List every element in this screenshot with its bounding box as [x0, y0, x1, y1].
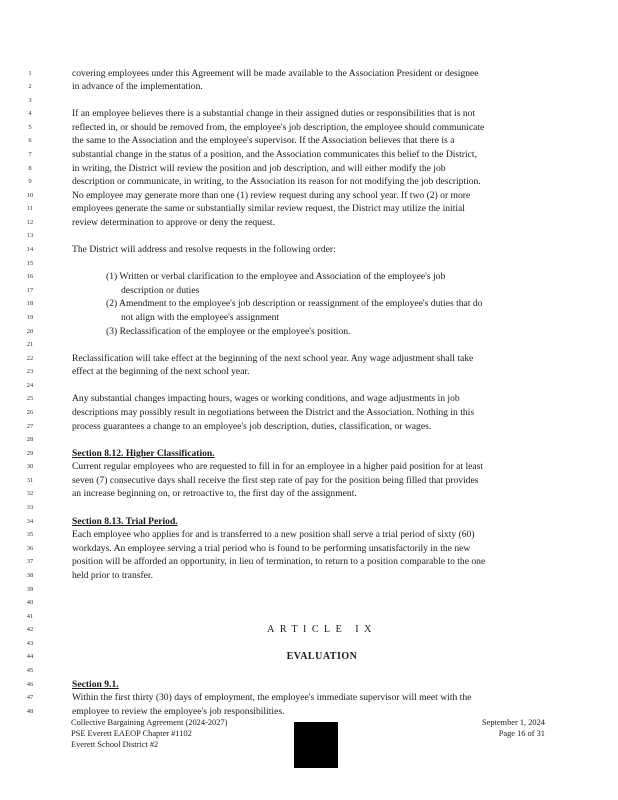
line-number: 38 [26, 571, 34, 579]
line-number: 9 [28, 178, 32, 186]
document-line [0, 379, 618, 393]
document-line [0, 474, 618, 488]
line-number: 22 [26, 354, 34, 362]
line-number: 24 [26, 381, 34, 389]
line-number: 7 [28, 150, 32, 158]
document-line [0, 596, 618, 610]
list-item: (3) Reclassification of the employee or the employee's position. [106, 325, 351, 337]
line-number: 37 [26, 558, 34, 566]
line-number: 16 [26, 273, 34, 281]
line-number: 44 [26, 653, 34, 661]
line-number: 42 [26, 626, 34, 634]
line-number: 6 [28, 137, 32, 145]
document-line [0, 487, 618, 501]
body-text: employees generate the same or substantially similar review request, the District may utilize the initial [72, 203, 465, 215]
line-number: 26 [26, 409, 34, 416]
body-text: The District will address and resolve requests in the following order: [72, 244, 336, 256]
body-text: effect at the beginning of the next school year. [72, 366, 250, 378]
document-line [0, 189, 618, 203]
document-line [0, 650, 618, 664]
document-line [0, 691, 618, 705]
line-number: 34 [26, 517, 34, 525]
document-line [0, 447, 618, 461]
document-line [0, 67, 618, 81]
body-text: If an employee believes there is a substantial change in their assigned duties or responsibilities that is not [72, 108, 476, 120]
document-line [0, 542, 618, 556]
list-item: (1) Written or verbal clarification to the employee and Association of the employee's job [106, 271, 446, 283]
list-item-continuation: not align with the employee's assignment [121, 311, 280, 323]
document-line [0, 365, 618, 379]
line-number: 23 [26, 368, 34, 376]
document-line [0, 175, 618, 189]
article-title: ARTICLE IX [267, 624, 377, 636]
footer-left [71, 717, 227, 750]
document-line [0, 216, 618, 230]
document-line [0, 392, 618, 406]
line-number: 25 [26, 395, 34, 403]
line-number: 17 [26, 286, 34, 294]
list-item-continuation: description or duties [121, 284, 200, 296]
line-number: 33 [26, 504, 34, 512]
document-line [0, 94, 618, 108]
list-item: (2) Amendment to the employee's job description or reassignment of the employee's duties that do [106, 298, 483, 310]
document-line [0, 270, 618, 284]
document-line [0, 107, 618, 121]
body-text: Current regular employees who are requested to fill in for an employee in a higher paid position for at least [72, 461, 484, 473]
line-number: 8 [28, 164, 32, 172]
footer-agreement-title: Collective Bargaining Agreement (2024-2027) [71, 718, 228, 727]
body-text: description or communicate, in writing, to the Association its reason for not modifying the job description. [72, 176, 481, 188]
document-line [0, 610, 618, 624]
document-line [0, 325, 618, 339]
line-number: 35 [26, 531, 34, 539]
document-line [0, 352, 618, 366]
body-text: substantial change in the status of a position, and the Association communicates this belief to the District, [72, 148, 477, 160]
line-number: 46 [26, 680, 34, 688]
line-number: 11 [26, 205, 34, 213]
document-line [0, 229, 618, 243]
line-number: 21 [26, 341, 34, 349]
line-number: 19 [26, 313, 34, 321]
body-text: the same to the Association and the employee's supervisor. If the Association believes that there is a [72, 135, 455, 147]
body-text: seven (7) consecutive days shall receive the first step rate of pay for the position being filled that provides [72, 474, 479, 486]
body-text: Reclassification will take effect at the beginning of the next school year. Any wage adjustment shall take [72, 352, 474, 364]
footer-district: Everett School District #2 [71, 740, 159, 749]
document-line [0, 406, 618, 420]
article-subtitle: EVALUATION [286, 651, 358, 663]
document-line [0, 297, 618, 311]
body-text: position will be afforded an opportunity, in lieu of termination, to return to a position comparable to the one [72, 556, 486, 568]
line-number: 29 [26, 449, 34, 457]
document-line [0, 623, 618, 637]
document-line [0, 433, 618, 447]
document-line [0, 515, 618, 529]
line-number: 32 [26, 490, 34, 498]
redaction-block [294, 722, 338, 768]
section-heading: Section 8.13. Trial Period. [72, 515, 178, 527]
body-text: employee to review the employee's job responsibilities. [72, 705, 285, 717]
document-line [0, 202, 618, 216]
document-line [0, 243, 618, 257]
document-line [0, 664, 618, 678]
document-line [0, 501, 618, 515]
document-line [0, 528, 618, 542]
body-text: No employee may generate more than one (1) review request during any school year. If two (2) or more [72, 189, 471, 201]
section-heading: Section 9.1. [72, 678, 119, 690]
line-number: 13 [26, 232, 34, 240]
document-line [0, 134, 618, 148]
document-line [0, 637, 618, 651]
line-number: 14 [26, 246, 34, 254]
body-text: an increase beginning on, or retroactive to, the first day of the assignment. [72, 488, 357, 500]
section-heading: Section 8.12. Higher Classification. [72, 447, 215, 459]
document-line [0, 257, 618, 271]
line-number: 30 [26, 463, 34, 471]
line-number: 31 [26, 476, 34, 484]
line-number: 28 [26, 436, 34, 444]
line-number: 12 [26, 218, 34, 226]
line-number: 36 [26, 544, 34, 552]
line-number: 4 [28, 110, 32, 118]
document-line [0, 460, 618, 474]
line-number: 45 [26, 667, 34, 675]
body-text: in writing, the District will review the position and job description, and will either modify the job [72, 162, 446, 174]
line-number: 47 [26, 694, 34, 702]
body-text: process guarantees a change to an employee's job description, duties, classification, or wages. [72, 420, 432, 432]
document-line [0, 678, 618, 692]
line-number: 43 [26, 639, 34, 647]
line-number: 3 [28, 96, 32, 104]
line-number: 40 [26, 599, 34, 607]
document-line [0, 420, 618, 434]
body-text: held prior to transfer. [72, 569, 153, 581]
line-number: 41 [26, 612, 34, 620]
body-text: descriptions may possibly result in negotiations between the District and the Association. Nothing in this [72, 407, 475, 418]
line-number: 10 [26, 191, 34, 199]
body-text: workdays. An employee serving a trial period who is found to be performing unsatisfactorily in the new [72, 542, 471, 554]
document-line [0, 569, 618, 583]
line-number: 5 [28, 123, 32, 131]
footer-page-number: Page 16 of 31 [498, 729, 545, 738]
document-line [0, 583, 618, 597]
document-line [0, 311, 618, 325]
line-number: 15 [26, 259, 34, 267]
line-number: 18 [26, 300, 34, 308]
body-text: Within the first thirty (30) days of employment, the employee's immediate supervisor will meet with the [72, 692, 472, 704]
line-number: 27 [26, 422, 34, 430]
line-number: 1 [28, 69, 32, 77]
footer-chapter: PSE Everett EAEOP Chapter #1102 [71, 729, 192, 738]
body-text: Each employee who applies for and is transferred to a new position shall serve a trial period of sixty (60) [72, 529, 475, 541]
line-number: 39 [26, 585, 34, 593]
document-line [0, 162, 618, 176]
document-line [0, 338, 618, 352]
body-text: covering employees under this Agreement will be made available to the Association President or designee [72, 67, 479, 79]
document-line [0, 121, 618, 135]
body-text: review determination to approve or deny the request. [72, 216, 275, 228]
footer-right [482, 717, 545, 739]
body-text: reflected in, or should be removed from, the employee's job description, the employee should communicate [72, 121, 485, 133]
document-line [0, 555, 618, 569]
footer-date: September 1, 2024 [481, 718, 545, 727]
document-line [0, 80, 618, 94]
document-line [0, 148, 618, 162]
line-number: 2 [28, 83, 32, 91]
body-text: Any substantial changes impacting hours, wages or working conditions, and wage adjustments in job [72, 393, 460, 405]
document-line [0, 284, 618, 298]
line-number: 20 [26, 327, 34, 335]
body-text: in advance of the implementation. [72, 81, 203, 93]
line-number: 48 [26, 707, 34, 715]
